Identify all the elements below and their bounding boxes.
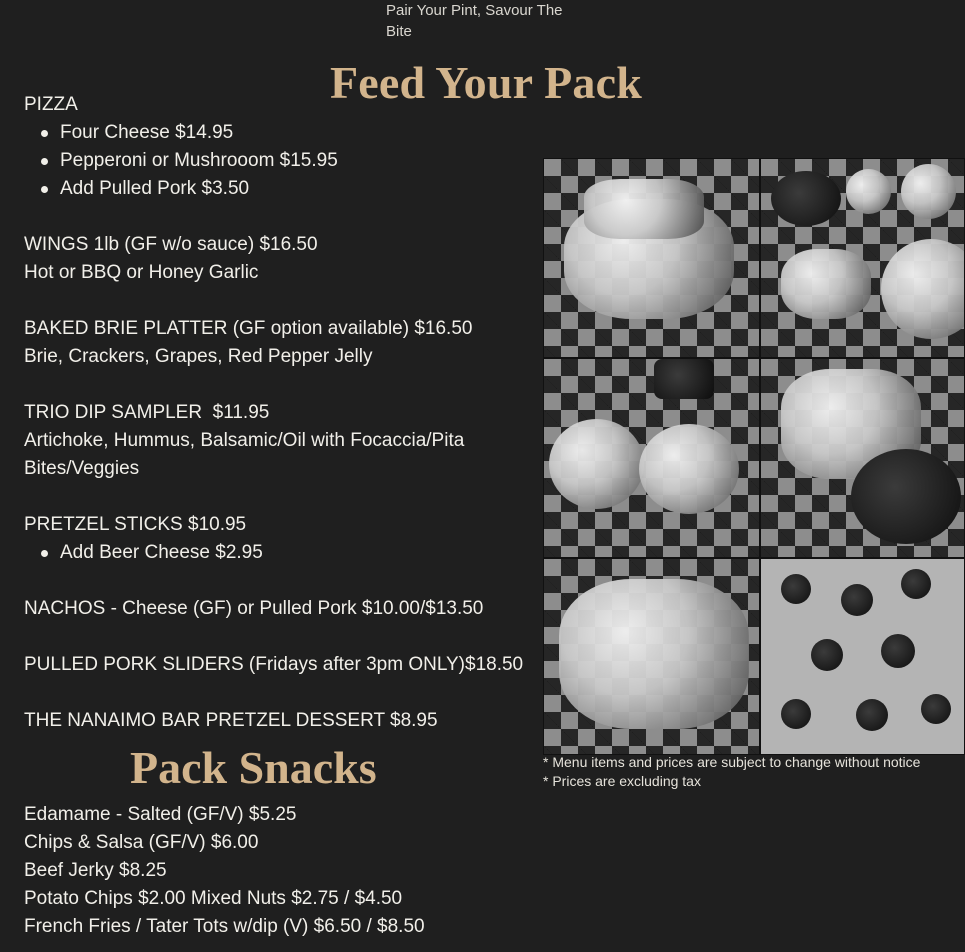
brie-title: BAKED BRIE PLATTER (GF option available) $16.50 bbox=[24, 318, 473, 339]
disclaimer-line: * Prices are excluding tax bbox=[543, 773, 701, 789]
disclaimer-line: * Menu items and prices are subject to change without notice bbox=[543, 754, 921, 770]
brie-desc: Brie, Crackers, Grapes, Red Pepper Jelly bbox=[24, 346, 373, 367]
food-photo-collage bbox=[543, 158, 965, 755]
trio-title: TRIO DIP SAMPLER $11.95 bbox=[24, 402, 270, 423]
wings-title: WINGS 1lb (GF w/o sauce) $16.50 bbox=[24, 234, 318, 255]
pretzel-title: PRETZEL STICKS $10.95 bbox=[24, 514, 247, 535]
snack-item: Chips & Salsa (GF/V) $6.00 bbox=[24, 832, 259, 853]
pizza-list bbox=[24, 119, 524, 203]
pretzel-item: Add Beer Cheese $2.95 bbox=[60, 539, 524, 567]
dips-crackers-photo bbox=[760, 158, 965, 358]
disclaimer bbox=[543, 753, 963, 791]
fries-photo bbox=[543, 158, 760, 358]
snacks-title: Pack Snacks bbox=[130, 742, 377, 793]
snack-item: Edamame - Salted (GF/V) $5.25 bbox=[24, 804, 297, 825]
sliders-item: PULLED PORK SLIDERS (Fridays after 3pm ONLY)$18.50 bbox=[24, 654, 524, 675]
nachos-photo bbox=[760, 358, 965, 558]
tagline: Pair Your Pint, Savour The Bite bbox=[386, 2, 563, 40]
pretzel-list bbox=[24, 539, 524, 567]
snack-item: French Fries / Tater Tots w/dip (V) $6.50 / $8.50 bbox=[24, 916, 425, 937]
page-title: Feed Your Pack bbox=[330, 57, 642, 108]
snacks-list bbox=[24, 801, 425, 941]
wings-desc: Hot or BBQ or Honey Garlic bbox=[24, 262, 259, 283]
wings-photo bbox=[543, 558, 760, 755]
pizza-item: Pepperoni or Mushrooom $15.95 bbox=[60, 147, 524, 175]
sliders-photo bbox=[543, 358, 760, 558]
pizza-item: Four Cheese $14.95 bbox=[60, 119, 524, 147]
nachos-item: NACHOS - Cheese (GF) or Pulled Pork $10.00/$13.50 bbox=[24, 598, 484, 619]
food-menu bbox=[24, 91, 524, 735]
snack-item: Potato Chips $2.00 Mixed Nuts $2.75 / $4.50 bbox=[24, 888, 403, 909]
snack-item: Beef Jerky $8.25 bbox=[24, 860, 167, 881]
pizza-title: PIZZA bbox=[24, 94, 78, 115]
dessert-item: THE NANAIMO BAR PRETZEL DESSERT $8.95 bbox=[24, 710, 438, 731]
pizza-item: Add Pulled Pork $3.50 bbox=[60, 175, 524, 203]
trio-desc: Artichoke, Hummus, Balsamic/Oil with Focaccia/Pita Bites/Veggies bbox=[24, 430, 465, 479]
pepperoni-pizza-photo bbox=[760, 558, 965, 755]
